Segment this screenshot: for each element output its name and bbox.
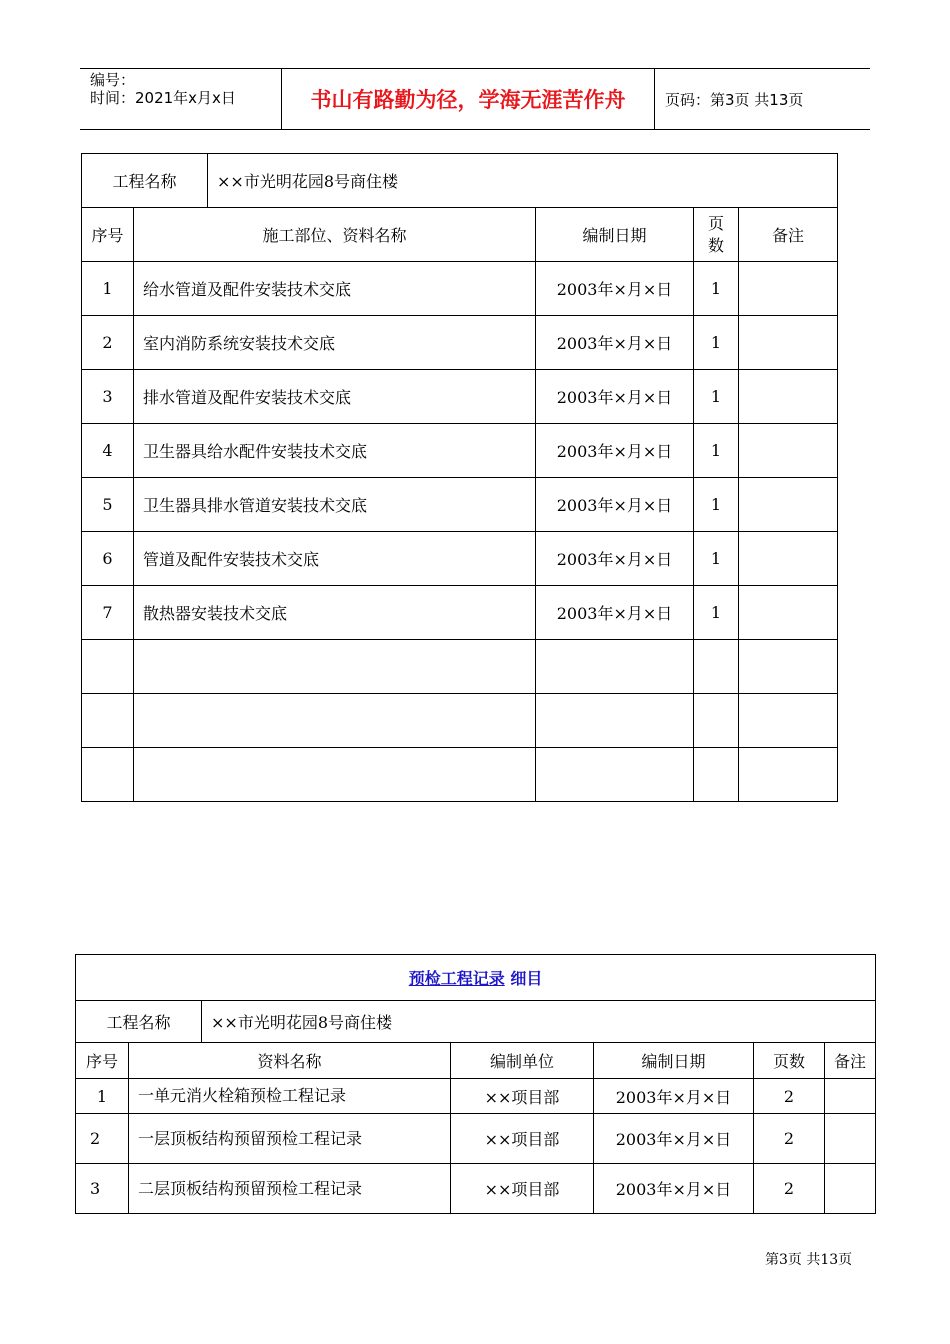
cell-pages: 1	[694, 532, 739, 586]
col-header-note: 备注	[825, 1043, 876, 1079]
col-header-pages: 页数	[754, 1043, 825, 1079]
cell-note	[739, 748, 838, 802]
technical-disclosure-table	[81, 153, 838, 802]
col-header-date: 编制日期	[536, 208, 694, 262]
cell-name: 一单元消火栓箱预检工程记录	[129, 1079, 451, 1114]
cell-pages: 2	[754, 1079, 825, 1114]
table-row	[82, 586, 838, 640]
cell-no	[82, 640, 134, 694]
cell-pages: 1	[694, 316, 739, 370]
header-motto: 书山有路勤为径，学海无涯苦作舟	[282, 69, 655, 129]
col-header-no: 序号	[76, 1043, 129, 1079]
cell-note	[739, 532, 838, 586]
cell-date	[536, 748, 694, 802]
table-row	[76, 1079, 876, 1114]
cell-no: 3	[82, 370, 134, 424]
cell-pages: 2	[754, 1114, 825, 1164]
cell-no: 1	[82, 262, 134, 316]
title-row	[76, 955, 876, 1001]
cell-note	[739, 370, 838, 424]
title-suffix: 细目	[504, 969, 543, 988]
project-value: ××市光明花园8号商住楼	[208, 154, 838, 208]
col-header-unit: 编制单位	[451, 1043, 594, 1079]
cell-unit: ××项目部	[451, 1079, 594, 1114]
project-row	[82, 154, 838, 208]
col-header-name: 施工部位、资料名称	[134, 208, 536, 262]
cell-name	[134, 640, 536, 694]
cell-name	[134, 694, 536, 748]
cell-no: 2	[76, 1114, 129, 1164]
cell-no	[82, 694, 134, 748]
table-row	[82, 694, 838, 748]
cell-no	[82, 748, 134, 802]
table-header-row	[82, 208, 838, 262]
cell-name: 卫生器具给水配件安装技术交底	[134, 424, 536, 478]
cell-name: 一层顶板结构预留预检工程记录	[129, 1114, 451, 1164]
time-label: 时间：2021年x月x日	[90, 89, 236, 107]
cell-name: 二层顶板结构预留预检工程记录	[129, 1164, 451, 1214]
cell-name	[134, 748, 536, 802]
cell-date: 2003年×月×日	[594, 1079, 754, 1114]
col-header-pages: 页数	[694, 208, 739, 262]
cell-note	[825, 1079, 876, 1114]
col-header-note: 备注	[739, 208, 838, 262]
table-row	[82, 370, 838, 424]
cell-note	[825, 1114, 876, 1164]
cell-pages: 1	[694, 370, 739, 424]
page-header	[80, 68, 870, 130]
cell-note	[825, 1164, 876, 1214]
cell-no: 5	[82, 478, 134, 532]
cell-date: 2003年×月×日	[536, 586, 694, 640]
cell-no: 3	[76, 1164, 129, 1214]
cell-date: 2003年×月×日	[536, 478, 694, 532]
cell-no: 2	[82, 316, 134, 370]
project-row	[76, 1001, 876, 1043]
cell-date	[536, 640, 694, 694]
table-row	[82, 262, 838, 316]
cell-pages	[694, 748, 739, 802]
table-row	[82, 424, 838, 478]
table-row	[82, 532, 838, 586]
cell-pages: 1	[694, 262, 739, 316]
table2-title	[76, 955, 876, 1001]
table-row	[82, 640, 838, 694]
table-row	[76, 1114, 876, 1164]
cell-date: 2003年×月×日	[594, 1164, 754, 1214]
cell-date: 2003年×月×日	[536, 532, 694, 586]
cell-name: 排水管道及配件安装技术交底	[134, 370, 536, 424]
cell-unit: ××项目部	[451, 1164, 594, 1214]
cell-note	[739, 694, 838, 748]
cell-no: 6	[82, 532, 134, 586]
table-row	[76, 1164, 876, 1214]
cell-note	[739, 262, 838, 316]
page-footer: 第3页 共13页	[765, 1252, 853, 1268]
cell-name: 卫生器具排水管道安装技术交底	[134, 478, 536, 532]
cell-note	[739, 586, 838, 640]
cell-pages	[694, 640, 739, 694]
col-header-no: 序号	[82, 208, 134, 262]
cell-no: 7	[82, 586, 134, 640]
cell-pages: 1	[694, 478, 739, 532]
cell-note	[739, 424, 838, 478]
cell-name: 散热器安装技术交底	[134, 586, 536, 640]
table2-body	[76, 1079, 876, 1214]
cell-name: 给水管道及配件安装技术交底	[134, 262, 536, 316]
cell-pages	[694, 694, 739, 748]
cell-name: 室内消防系统安装技术交底	[134, 316, 536, 370]
col-header-name: 资料名称	[129, 1043, 451, 1079]
table-header-row	[76, 1043, 876, 1079]
cell-note	[739, 640, 838, 694]
cell-pages: 2	[754, 1164, 825, 1214]
col-header-date: 编制日期	[594, 1043, 754, 1079]
table1-body	[82, 262, 838, 802]
table-row	[82, 748, 838, 802]
cell-date	[536, 694, 694, 748]
cell-date: 2003年×月×日	[536, 370, 694, 424]
cell-date: 2003年×月×日	[536, 262, 694, 316]
cell-pages: 1	[694, 586, 739, 640]
cell-no: 1	[76, 1079, 129, 1114]
project-label: 工程名称	[82, 154, 208, 208]
project-value: ××市光明花园8号商住楼	[202, 1001, 876, 1043]
cell-pages: 1	[694, 424, 739, 478]
cell-note	[739, 316, 838, 370]
cell-date: 2003年×月×日	[536, 316, 694, 370]
cell-date: 2003年×月×日	[536, 424, 694, 478]
cell-date: 2003年×月×日	[594, 1114, 754, 1164]
header-page-label: 页码：第3页 共13页	[665, 90, 804, 109]
cell-note	[739, 478, 838, 532]
cell-no: 4	[82, 424, 134, 478]
table-row	[82, 316, 838, 370]
precheck-records-table	[75, 954, 876, 1214]
title-link[interactable]: 预检工程记录	[408, 969, 505, 988]
cell-name: 管道及配件安装技术交底	[134, 532, 536, 586]
header-meta	[80, 69, 282, 129]
table-row	[82, 478, 838, 532]
cell-unit: ××项目部	[451, 1114, 594, 1164]
project-label: 工程名称	[76, 1001, 202, 1043]
code-label: 编号：	[90, 71, 136, 89]
